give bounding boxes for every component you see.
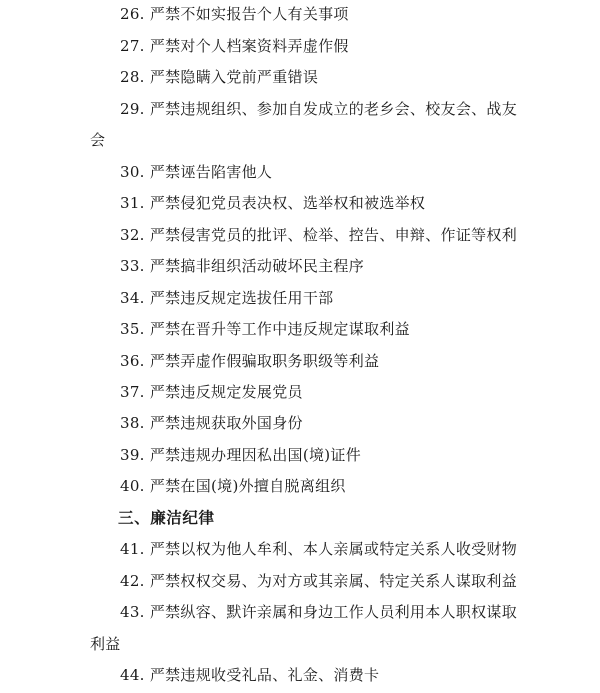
rule-item-42: 42. 严禁权权交易、为对方或其亲属、特定关系人谋取利益 xyxy=(120,572,518,590)
rule-item-32: 32. 严禁侵害党员的批评、检举、控告、申辩、作证等权利 xyxy=(120,226,518,244)
rule-item-26: 26. 严禁不如实报告个人有关事项 xyxy=(120,5,349,23)
rule-item-27: 27. 严禁对个人档案资料弄虚作假 xyxy=(120,37,349,55)
rule-item-36: 36. 严禁弄虚作假骗取职务职级等利益 xyxy=(120,352,380,370)
rule-item-29-continuation: 会 xyxy=(90,131,106,149)
section-heading: 三、廉洁纪律 xyxy=(118,509,215,527)
rule-item-43: 43. 严禁纵容、默许亲属和身边工作人员利用本人职权谋取 xyxy=(120,603,518,621)
rule-item-40: 40. 严禁在国(境)外擅自脱离组织 xyxy=(120,477,346,495)
rule-item-39: 39. 严禁违规办理因私出国(境)证件 xyxy=(120,446,362,464)
rule-item-31: 31. 严禁侵犯党员表决权、选举权和被选举权 xyxy=(120,194,426,212)
rule-item-35: 35. 严禁在晋升等工作中违反规定谋取利益 xyxy=(120,320,410,338)
rule-item-38: 38. 严禁违规获取外国身份 xyxy=(120,414,303,432)
rule-item-37: 37. 严禁违反规定发展党员 xyxy=(120,383,303,401)
rule-item-34: 34. 严禁违反规定选拔任用干部 xyxy=(120,289,334,307)
rule-item-28: 28. 严禁隐瞒入党前严重错误 xyxy=(120,68,319,86)
rule-item-33: 33. 严禁搞非组织活动破坏民主程序 xyxy=(120,257,365,275)
rule-item-30: 30. 严禁诬告陷害他人 xyxy=(120,163,273,181)
rule-item-44: 44. 严禁违规收受礼品、礼金、消费卡 xyxy=(120,666,380,684)
rule-item-29: 29. 严禁违规组织、参加自发成立的老乡会、校友会、战友 xyxy=(120,100,518,118)
rule-item-41: 41. 严禁以权为他人牟利、本人亲属或特定关系人收受财物 xyxy=(120,540,518,558)
rule-item-43-continuation: 利益 xyxy=(90,635,121,653)
